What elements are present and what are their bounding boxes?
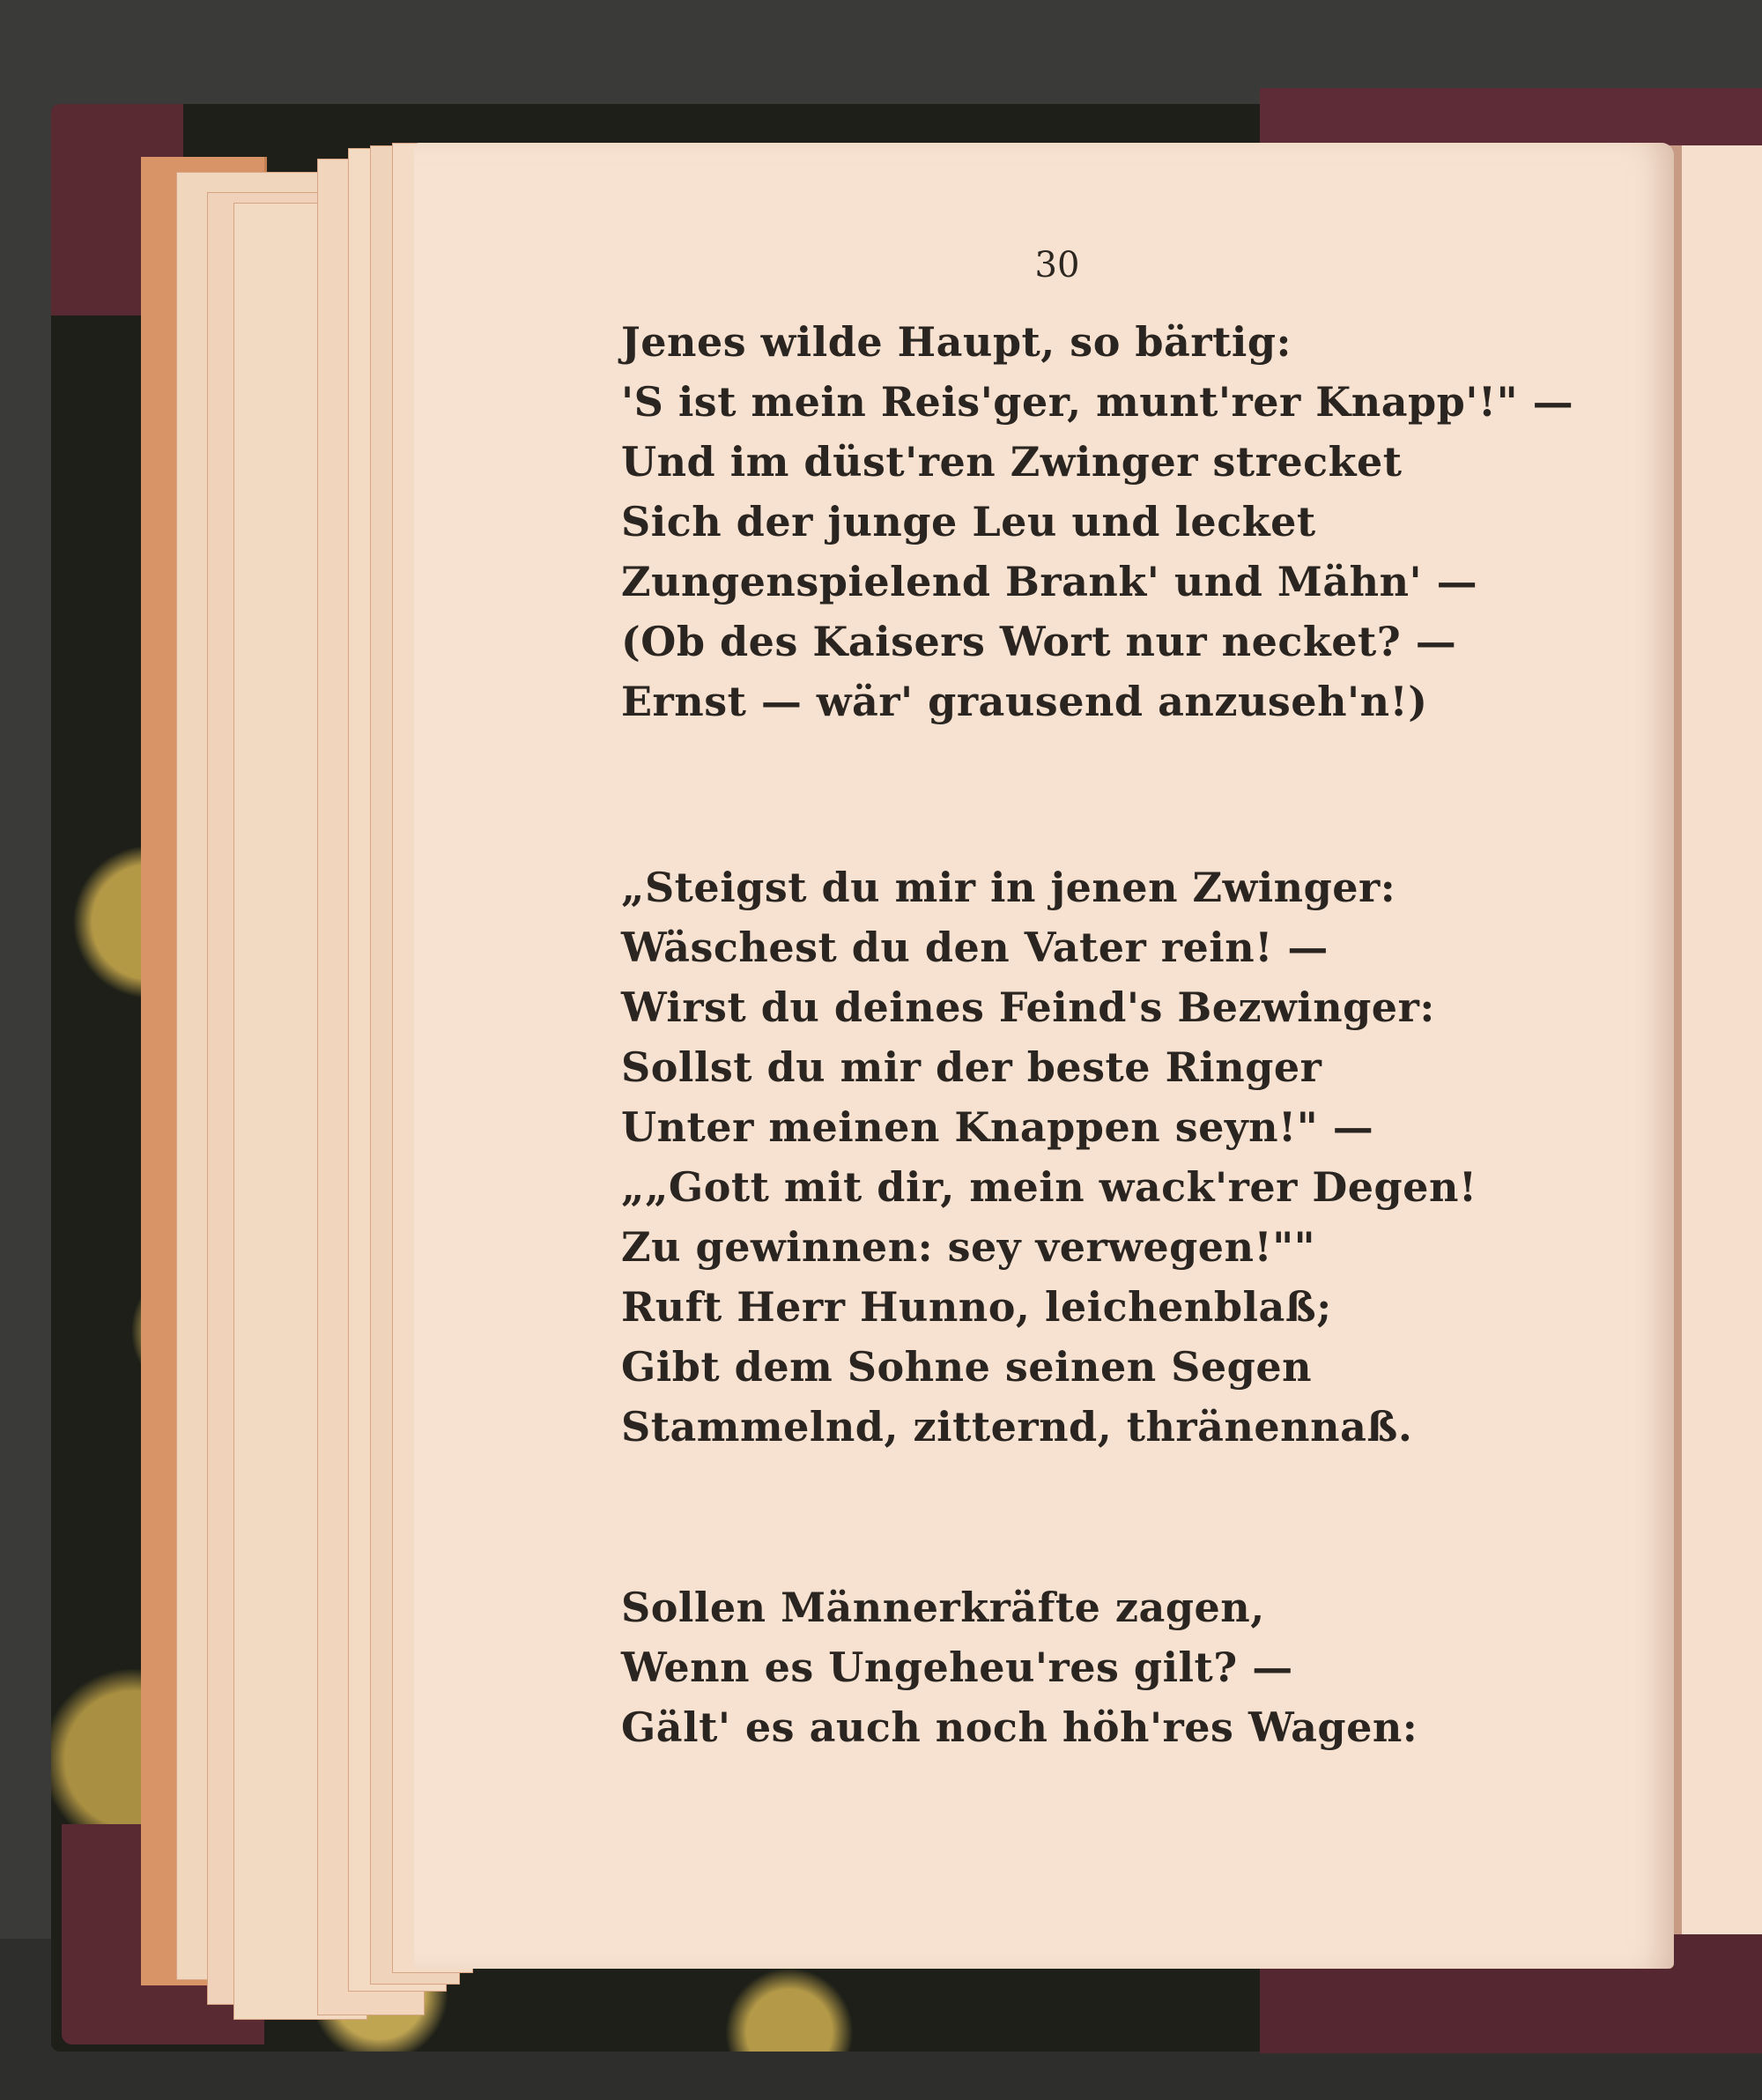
book-spine-top [1260,88,1762,150]
stanza [621,857,1477,1457]
page-number: 30 [1034,245,1080,286]
verse-line: Zu gewinnen: sey verwegen!"" [621,1223,1316,1271]
verse-line: „„Gott mit dir, mein wack'rer Degen! [621,1163,1477,1211]
verse-line: Sich der junge Leu und lecket [621,498,1316,545]
verse-line: Jenes wilde Haupt, so bärtig: [621,318,1292,366]
verse-line: Ruft Herr Hunno, leichenblaß; [621,1283,1332,1331]
verse-line: Gält' es auch noch höh'res Wagen: [621,1703,1418,1751]
facing-page [1669,145,1762,1934]
verse-line: Unter meinen Knappen seyn!" — [621,1103,1374,1151]
verse-line: „Steigst du mir in jenen Zwinger: [621,864,1396,911]
verse-line: Wenn es Ungeheu'res gilt? — [621,1644,1293,1691]
stanza [621,1577,1418,1757]
verse-line: Stammelnd, zitternd, thränennaß. [621,1403,1413,1451]
stanza [621,312,1573,731]
verse-line: Gibt dem Sohne seinen Segen [621,1343,1313,1391]
verse-line: Wäschest du den Vater rein! — [621,924,1329,971]
verse-line: 'S ist mein Reis'ger, munt'rer Knapp'!" — [621,378,1574,426]
verse-line: Ernst — wär' grausend anzuseh'n!) [621,678,1428,725]
verse-line: Zungenspielend Brank' und Mähn' — [621,558,1478,605]
verse-line: Sollen Männerkräfte zagen, [621,1584,1265,1631]
verse-line: Wirst du deines Feind's Bezwinger: [621,983,1435,1031]
verse-line: (Ob des Kaisers Wort nur necket? — [621,618,1457,665]
verse-line: Und im düst'ren Zwinger strecket [621,438,1403,486]
verse-line: Sollst du mir der beste Ringer [621,1043,1322,1091]
